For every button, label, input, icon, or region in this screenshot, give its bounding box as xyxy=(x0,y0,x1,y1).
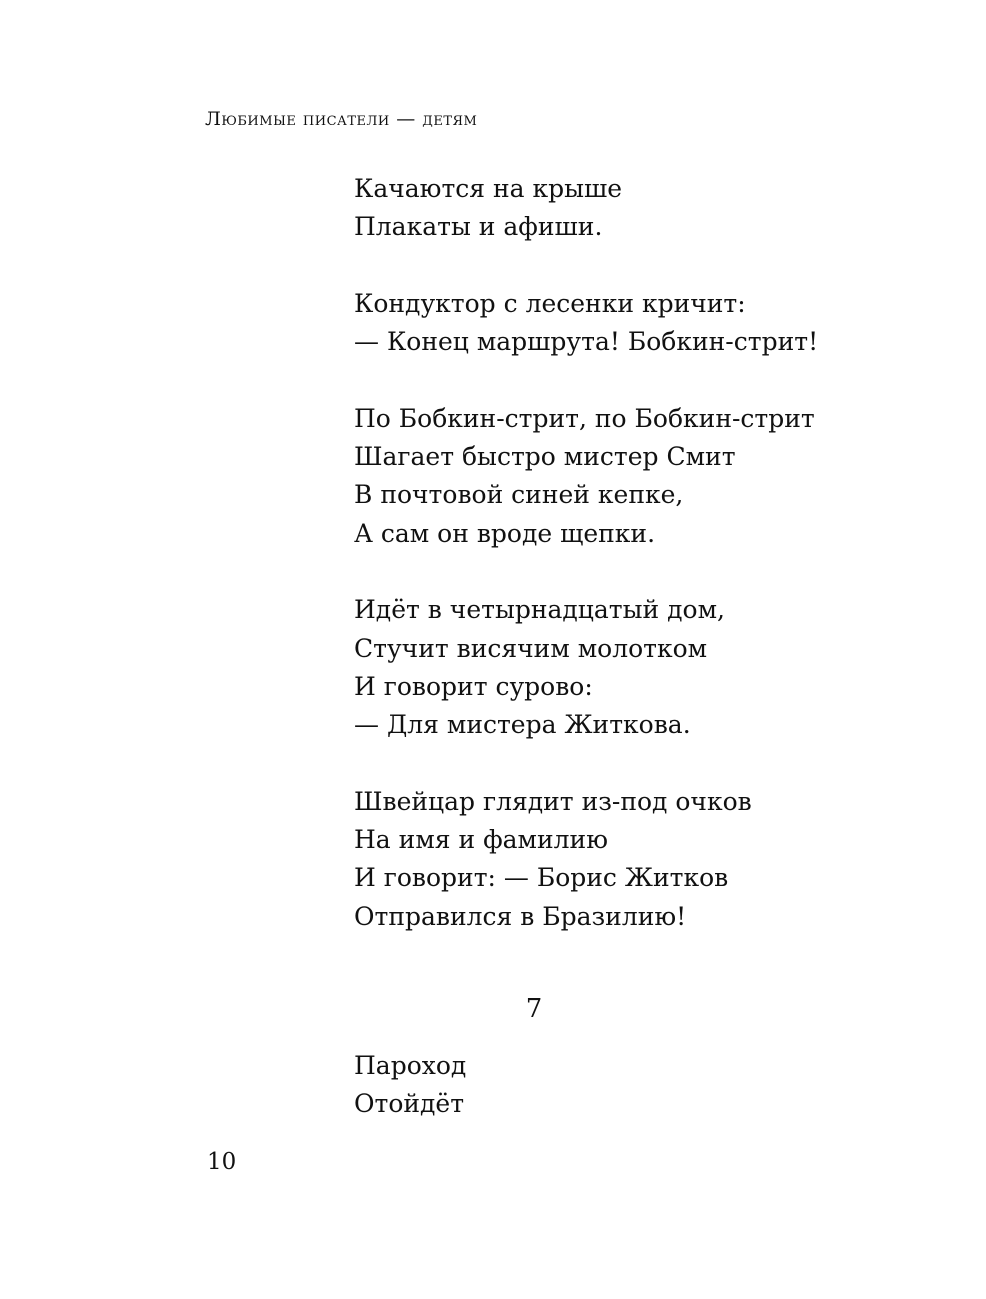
poem-line: Идёт в четырнадцатый дом, xyxy=(354,595,725,625)
poem-line: На имя и фамилию xyxy=(354,825,608,855)
poem-line: — Конец маршрута! Бобкин-стрит! xyxy=(354,327,819,357)
stanza xyxy=(354,400,954,553)
poem-line: По Бобкин-стрит, по Бобкин-стрит xyxy=(354,403,815,433)
stanza xyxy=(354,170,954,247)
poem-line: И говорит: — Борис Житков xyxy=(354,863,729,893)
poem-line: И говорит сурово: xyxy=(354,671,593,701)
poem-line: Стучит висячим молотком xyxy=(354,633,708,663)
poem-line: Качаются на крыше xyxy=(354,174,623,203)
poem-text xyxy=(354,170,954,974)
running-header: Любимые писатели — детям xyxy=(205,108,478,130)
poem-line: Швейцар глядит из-под очков xyxy=(354,786,752,816)
next-poem-text xyxy=(354,1047,466,1124)
poem-line: В почтовой синей кепке, xyxy=(354,480,684,510)
poem-line: Плакаты и афиши. xyxy=(354,212,603,242)
poem-line: Кондуктор с лесенки кричит: xyxy=(354,288,746,318)
poem-line: — Для мистера Житкова. xyxy=(354,710,691,740)
stanza xyxy=(354,591,954,744)
stanza xyxy=(354,285,954,362)
poem-line: Пароход xyxy=(354,1051,467,1080)
page-number: 10 xyxy=(207,1149,237,1175)
poem-line: Отойдёт xyxy=(354,1089,465,1119)
section-number: 7 xyxy=(525,994,543,1024)
poem-line: Шагает быстро мистер Смит xyxy=(354,442,736,472)
stanza xyxy=(354,783,954,936)
poem-line: Отправился в Бразилию! xyxy=(354,901,687,931)
poem-line: А сам он вроде щепки. xyxy=(354,518,656,548)
